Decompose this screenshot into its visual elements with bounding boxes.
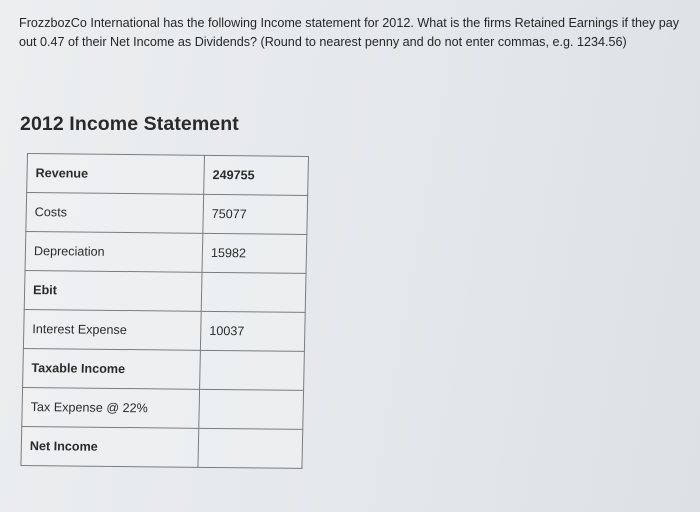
row-value-taxable-income	[200, 350, 305, 390]
row-value-net-income	[198, 428, 303, 468]
row-label-costs: Costs	[26, 192, 204, 233]
row-label-revenue: Revenue	[27, 154, 205, 195]
row-label-interest-expense: Interest Expense	[23, 309, 201, 350]
income-statement-table	[20, 153, 309, 469]
statement-heading: 2012 Income Statement	[20, 113, 239, 135]
row-value-depreciation: 15982	[202, 233, 307, 273]
table-row-tax-expense	[22, 387, 304, 429]
row-value-ebit	[201, 272, 306, 312]
table-row-interest-expense	[23, 309, 305, 351]
row-value-tax-expense	[199, 389, 304, 429]
row-value-costs: 75077	[203, 194, 308, 234]
row-label-taxable-income: Taxable Income	[23, 348, 201, 389]
row-value-revenue: 249755	[204, 155, 309, 195]
table-row-depreciation	[25, 231, 307, 273]
table-row-revenue	[27, 154, 309, 196]
row-label-depreciation: Depreciation	[25, 231, 203, 272]
table-row-ebit	[24, 270, 306, 312]
row-label-net-income: Net Income	[21, 426, 199, 467]
question-line-1: FrozzbozCo International has the following Income statement for 2012. What is the firms Retained Earnings if they pay	[19, 16, 680, 30]
question-line-2: out 0.47 of their Net Income as Dividends? (Round to nearest penny and do not enter commas, e.g. 1234.56)	[19, 35, 627, 49]
table-row-taxable-income	[23, 348, 305, 390]
row-label-ebit: Ebit	[24, 270, 202, 311]
table-row-costs	[26, 192, 308, 234]
question-text	[19, 14, 694, 52]
table-row-net-income	[21, 426, 303, 468]
row-label-tax-expense: Tax Expense @ 22%	[22, 387, 200, 428]
row-value-interest-expense: 10037	[200, 311, 305, 351]
